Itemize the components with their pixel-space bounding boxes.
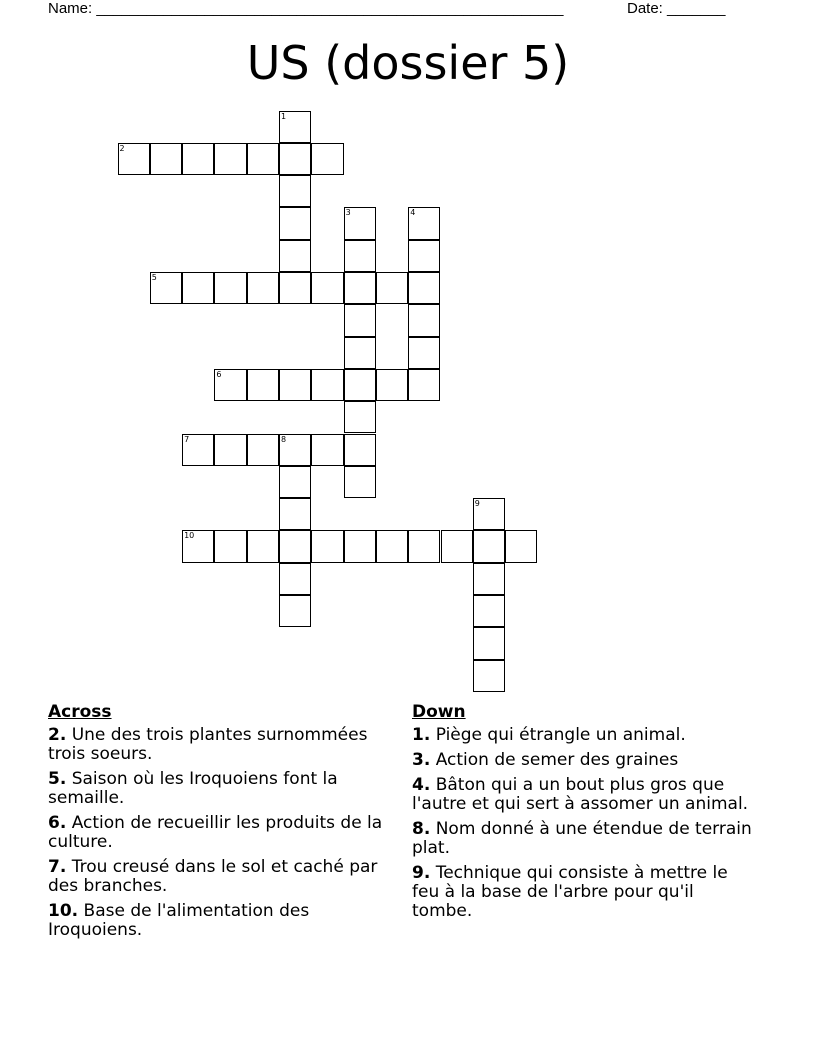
clue-number: 6 <box>216 369 222 379</box>
crossword-cell[interactable] <box>279 369 311 401</box>
clue-down-4: 4. Bâton qui a un bout plus gros que l'autre et qui sert à assomer un animal. <box>412 775 749 814</box>
crossword-cell[interactable] <box>247 434 279 466</box>
crossword-cell[interactable] <box>408 207 440 239</box>
date-field-label[interactable]: Date: _______ <box>627 0 726 17</box>
crossword-cell[interactable] <box>311 272 343 304</box>
crossword-cell[interactable] <box>182 272 214 304</box>
across-clues <box>48 702 383 946</box>
across-heading: Across <box>48 702 112 722</box>
crossword-cell[interactable] <box>150 272 182 304</box>
crossword-cell[interactable] <box>344 272 376 304</box>
crossword-cell[interactable] <box>311 143 343 175</box>
crossword-cell[interactable] <box>214 530 246 562</box>
crossword-cell[interactable] <box>311 369 343 401</box>
crossword-cell[interactable] <box>279 563 311 595</box>
crossword-cell[interactable] <box>214 434 246 466</box>
crossword-cell[interactable] <box>344 240 376 272</box>
crossword-cell[interactable] <box>279 207 311 239</box>
crossword-cell[interactable] <box>344 401 376 433</box>
crossword-cell[interactable] <box>473 595 505 627</box>
crossword-cell[interactable] <box>344 466 376 498</box>
crossword-cell[interactable] <box>279 240 311 272</box>
crossword-cell[interactable] <box>279 272 311 304</box>
crossword-cell[interactable] <box>473 530 505 562</box>
crossword-cell[interactable] <box>311 530 343 562</box>
clue-number: 9 <box>474 499 480 509</box>
crossword-cell[interactable] <box>247 143 279 175</box>
crossword-cell[interactable] <box>344 369 376 401</box>
clue-down-8: 8. Nom donné à une étendue de terrain plat. <box>412 819 752 858</box>
crossword-cell[interactable] <box>279 111 311 143</box>
crossword-cell[interactable] <box>247 530 279 562</box>
crossword-cell[interactable] <box>344 207 376 239</box>
crossword-cell[interactable] <box>279 143 311 175</box>
clue-across-7: 7. Trou creusé dans le sol et caché par des branches. <box>48 857 378 896</box>
crossword-cell[interactable] <box>408 240 440 272</box>
clue-number: 7 <box>184 434 190 444</box>
crossword-cell[interactable] <box>376 530 408 562</box>
crossword-cell[interactable] <box>311 434 343 466</box>
crossword-cell[interactable] <box>473 563 505 595</box>
clue-down-9: 9. Technique qui consiste à mettre le feu à la base de l'arbre pour qu'il tombe. <box>412 863 728 921</box>
crossword-cell[interactable] <box>376 272 408 304</box>
crossword-cell[interactable] <box>408 304 440 336</box>
clue-number: 8 <box>281 434 287 444</box>
crossword-cell[interactable] <box>473 627 505 659</box>
clue-number: 5 <box>151 273 157 282</box>
crossword-cell[interactable] <box>150 143 182 175</box>
crossword-cell[interactable] <box>279 466 311 498</box>
clue-down-3: 3. Action de semer des graines <box>412 750 679 770</box>
crossword-cell[interactable] <box>473 660 505 692</box>
crossword-cell[interactable] <box>182 530 214 562</box>
crossword-cell[interactable] <box>376 369 408 401</box>
crossword-cell[interactable] <box>344 530 376 562</box>
crossword-cell[interactable] <box>408 337 440 369</box>
crossword-cell[interactable] <box>279 175 311 207</box>
crossword-cell[interactable] <box>247 272 279 304</box>
clue-number: 1 <box>281 111 287 121</box>
crossword-cell[interactable] <box>279 595 311 627</box>
crossword-cell[interactable] <box>473 498 505 530</box>
clue-across-10: 10. Base de l'alimentation des Iroquoiens. <box>48 901 310 940</box>
crossword-cell[interactable] <box>408 369 440 401</box>
clue-number: 3 <box>345 208 351 218</box>
crossword-cell[interactable] <box>214 369 246 401</box>
name-field-label[interactable]: Name: ________________________________________________________ <box>48 0 564 17</box>
crossword-cell[interactable] <box>214 272 246 304</box>
page-title: US (dossier 5) <box>246 36 570 90</box>
crossword-cell[interactable] <box>505 530 537 562</box>
clue-down-1: 1. Piège qui étrangle un animal. <box>412 725 686 745</box>
clue-number: 4 <box>410 208 416 218</box>
crossword-cell[interactable] <box>279 530 311 562</box>
clue-across-6: 6. Action de recueillir les produits de la culture. <box>48 813 383 852</box>
crossword-cell[interactable] <box>118 143 150 175</box>
clue-across-2: 2. Une des trois plantes surnommées trois soeurs. <box>48 725 368 764</box>
crossword-cell[interactable] <box>441 530 473 562</box>
crossword-cell[interactable] <box>408 530 440 562</box>
crossword-cell[interactable] <box>344 434 376 466</box>
crossword-cell[interactable] <box>279 498 311 530</box>
crossword-cell[interactable] <box>182 434 214 466</box>
clue-number: 10 <box>184 531 195 541</box>
crossword-cell[interactable] <box>344 304 376 336</box>
crossword-cell[interactable] <box>247 369 279 401</box>
crossword-cell[interactable] <box>279 434 311 466</box>
crossword-cell[interactable] <box>182 143 214 175</box>
clue-across-5: 5. Saison où les Iroquoiens font la semaille. <box>48 769 338 808</box>
crossword-cell[interactable] <box>344 337 376 369</box>
crossword-cell[interactable] <box>408 272 440 304</box>
down-heading: Down <box>412 702 466 722</box>
crossword-cell[interactable] <box>214 143 246 175</box>
clue-number: 2 <box>119 143 125 153</box>
down-clues <box>412 702 757 927</box>
